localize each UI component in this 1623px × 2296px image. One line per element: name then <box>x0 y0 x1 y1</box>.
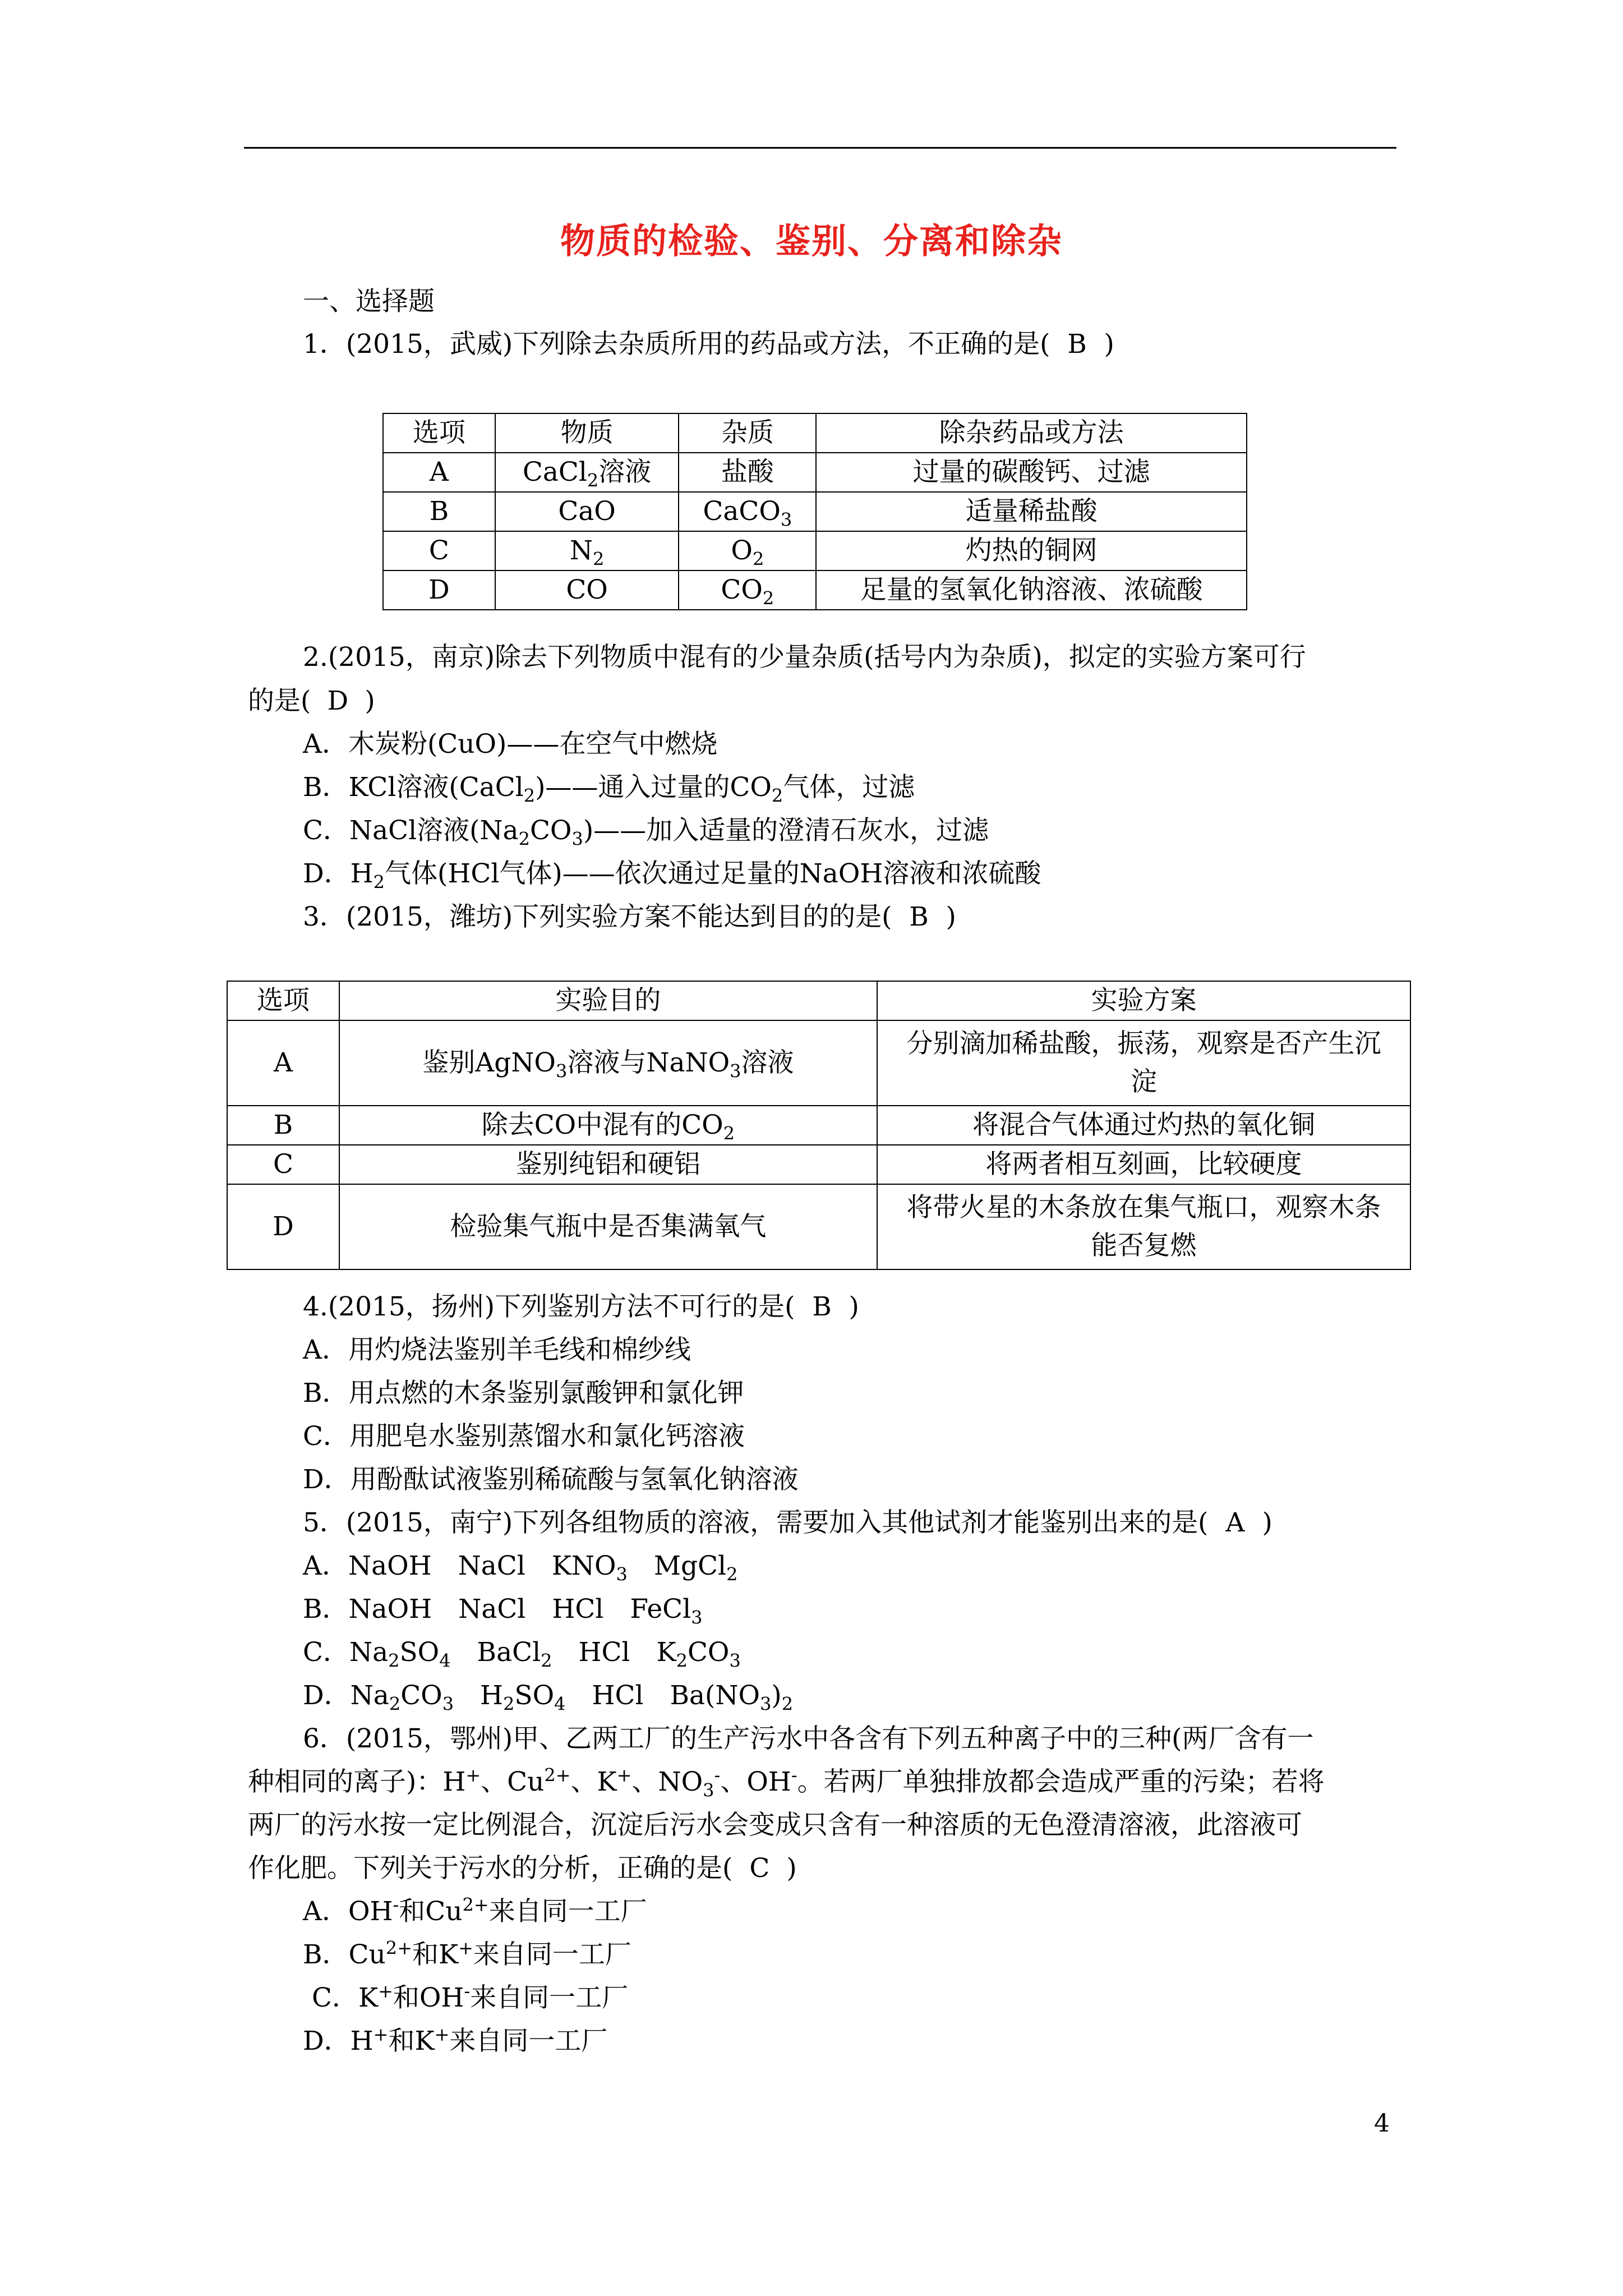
table-row <box>383 570 1247 610</box>
question-2-option-b: B．KCl溶液(CaCl$_2$)——通入过量的$CO_2$气体，过滤 <box>303 772 915 807</box>
table-header-cell: 选项 <box>227 981 339 1020</box>
question-6-stem: 6．(2015，鄂州)甲、乙两工厂的生产污水中各含有下列五种离子中的三种(两厂含有一 <box>303 1723 1314 1754</box>
question-6-option-b: B．$Cu^{2+}$和K+来自同一工厂 <box>303 1937 631 1970</box>
question-6-option-a: A．OH-和$Cu^{2+}$来自同一工厂 <box>303 1894 647 1927</box>
question-6-answer: C <box>749 1853 770 1884</box>
question-2-option-d: D．$H_2$气体(HCl气体)——依次通过足量的NaOH溶液和浓硫酸 <box>303 858 1041 893</box>
table-cell: C <box>227 1145 339 1184</box>
table-cell: 将混合气体通过灼热的氧化铜 <box>877 1106 1410 1145</box>
table-header-cell: 实验目的 <box>339 981 877 1020</box>
table-row <box>383 492 1247 531</box>
question-4-option-c: C．用肥皂水鉴别蒸馏水和氯化钙溶液 <box>303 1421 745 1452</box>
table-cell: 足量的氢氧化钠溶液、浓硫酸 <box>816 570 1247 610</box>
table-cell-line: 将带火星的木条放在集气瓶口，观察木条 <box>906 1192 1381 1223</box>
table-cell: D <box>383 570 495 610</box>
table-cell: 盐酸 <box>679 453 816 492</box>
table-cell: $CO_2$ <box>679 570 816 610</box>
table-cell: 除去CO中混有的$CO_2$ <box>339 1106 877 1145</box>
table-cell: $O_2$ <box>679 531 816 570</box>
table-cell: CaCl$_2$溶液 <box>495 453 679 492</box>
table-cell: A <box>383 453 495 492</box>
table-cell: CO <box>495 570 679 610</box>
table-cell: A <box>227 1020 339 1106</box>
table-cell: 过量的碳酸钙、过滤 <box>816 453 1247 492</box>
question-1-answer: B <box>1067 329 1087 360</box>
question-4-option-a: A．用灼烧法鉴别羊毛线和棉纱线 <box>303 1335 691 1365</box>
table-header-cell: 除杂药品或方法 <box>816 413 1247 453</box>
question-6-stem-cont: 种相同的离子)：H+、$Cu^{2+}$、K+、$NO_3^-$、OH-。若两厂单独排放都会造成严重的污染；若将 <box>248 1764 1325 1801</box>
question-4-answer: B <box>812 1291 832 1322</box>
table-cell: B <box>227 1106 339 1145</box>
table-cell: CaCO$_3$ <box>679 492 816 531</box>
question-2-stem: 2.(2015，南京)除去下列物质中混有的少量杂质(括号内为杂质)，拟定的实验方案可行 <box>303 642 1306 673</box>
table-row <box>227 1106 1410 1145</box>
question-2-answer: D <box>327 685 349 716</box>
table-row <box>383 531 1247 570</box>
table-cell-line: 淀 <box>1130 1066 1157 1097</box>
table-header-cell: 实验方案 <box>877 981 1410 1020</box>
question-5-stem: 5．(2015，南宁)下列各组物质的溶液，需要加入其他试剂才能鉴别出来的是( A ) <box>303 1506 1272 1540</box>
table-cell: B <box>383 492 495 531</box>
table-header-cell: 选项 <box>383 413 495 453</box>
table-cell: 检验集气瓶中是否集满氧气 <box>339 1184 877 1269</box>
question-4-stem: 4.(2015，扬州)下列鉴别方法不可行的是( B ) <box>303 1290 859 1324</box>
table-header-cell: 物质 <box>495 413 679 453</box>
table-cell: 鉴别AgNO$_3$溶液与NaNO$_3$溶液 <box>339 1020 877 1106</box>
table-cell-line: 能否复燃 <box>1091 1230 1197 1261</box>
table-row <box>227 1145 1410 1184</box>
question-5-option-d: D．$Na_2CO_3$ $H_2SO_4$ HCl $Ba(NO_3)_2$ <box>303 1680 794 1715</box>
question-1-stem: 1．(2015，武威)下列除去杂质所用的药品或方法，不正确的是( B ) <box>303 328 1114 361</box>
table-cell: 适量稀盐酸 <box>816 492 1247 531</box>
question-4-option-b: B．用点燃的木条鉴别氯酸钾和氯化钾 <box>303 1378 744 1409</box>
question-6-stem-cont: 两厂的污水按一定比例混合，沉淀后污水会变成只含有一种溶质的无色澄清溶液，此溶液可 <box>248 1810 1302 1841</box>
question-6-option-d: D．H+和K+来自同一工厂 <box>303 2023 608 2056</box>
question-5-option-c: C．$Na_2SO_4$ BaCl$_2$ HCl $K_2CO_3$ <box>303 1637 741 1672</box>
table-cell <box>877 1184 1410 1269</box>
table-cell <box>877 1020 1410 1106</box>
question-2-option-c: C．NaCl溶液$(Na_2CO_3)——$加入适量的澄清石灰水，过滤 <box>303 815 989 850</box>
section-heading: 一、选择题 <box>303 286 435 317</box>
question-2-stem-cont: 的是( D ) <box>248 684 375 718</box>
table-cell: 将两者相互刻画，比较硬度 <box>877 1145 1410 1184</box>
table-cell: $N_2$ <box>495 531 679 570</box>
question-3-stem: 3．(2015，潍坊)下列实验方案不能达到目的的是( B ) <box>303 900 956 934</box>
table-cell: 鉴别纯铝和硬铝 <box>339 1145 877 1184</box>
question-1-table <box>382 413 1247 610</box>
table-cell: CaO <box>495 492 679 531</box>
question-4-option-d: D．用酚酞试液鉴别稀硫酸与氢氧化钠溶液 <box>303 1464 799 1495</box>
question-3-table <box>227 981 1411 1270</box>
table-cell: 灼热的铜网 <box>816 531 1247 570</box>
table-row <box>227 1020 1410 1106</box>
question-5-option-a: A．NaOH NaCl $KNO_3$ MgCl$_2$ <box>303 1550 738 1585</box>
table-row <box>227 1184 1410 1269</box>
question-6-option-c: C．K+和OH-来自同一工厂 <box>312 1980 629 2013</box>
table-header-row <box>227 981 1410 1020</box>
question-5-option-b: B．NaOH NaCl HCl FeCl$_3$ <box>303 1594 703 1628</box>
table-row <box>383 453 1247 492</box>
question-3-answer: B <box>909 901 929 932</box>
table-cell: C <box>383 531 495 570</box>
page-title: 物质的检验、鉴别、分离和除杂 <box>560 220 1063 261</box>
question-2-option-a: A．木炭粉(CuO)——在空气中燃烧 <box>303 729 718 760</box>
table-cell: D <box>227 1184 339 1269</box>
table-header-row <box>383 413 1247 453</box>
question-6-stem-end: 作化肥。下列关于污水的分析，正确的是( C ) <box>248 1852 797 1885</box>
question-5-answer: A <box>1225 1507 1245 1538</box>
page-number: 4 <box>1374 2109 1390 2138</box>
table-header-cell: 杂质 <box>679 413 816 453</box>
table-cell-line: 分别滴加稀盐酸，振荡，观察是否产生沉 <box>906 1028 1381 1059</box>
header-rule <box>244 147 1396 149</box>
